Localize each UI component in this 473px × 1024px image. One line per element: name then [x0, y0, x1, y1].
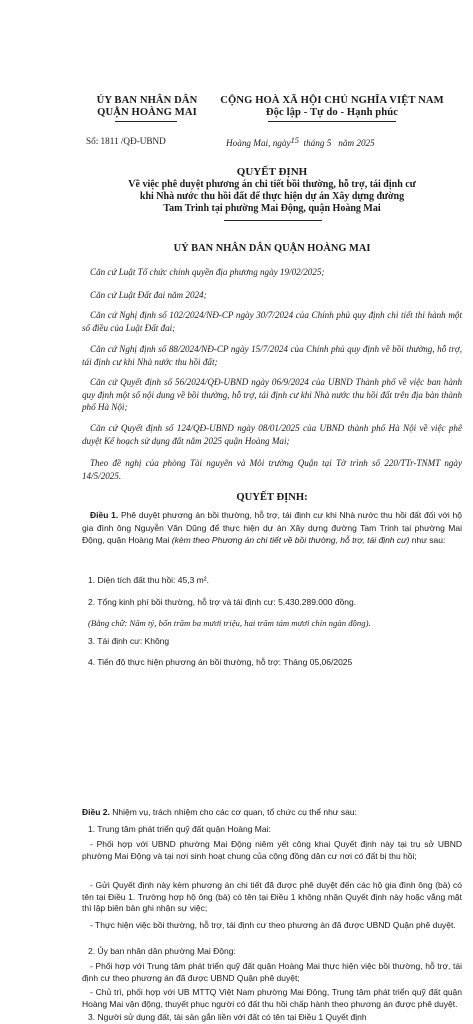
basis-6: Căn cứ Quyết định số 124/QĐ-UBND ngày 08/01/2025 của UBND thành phố Hà Nội về việc phê duyệt Kế hoạch sử dụng đất năm 2025 quận Hoàng Mai; — [82, 423, 462, 446]
article-2-p2a: - Phối hợp với Trung tâm phát triển quỹ đất quận Hoàng Mai thực hiện việc bồi thường, hỗ trợ, tái định cư theo phương án đã được UBND Quận phê duyệt; — [82, 961, 462, 983]
agency-name — [84, 95, 210, 119]
date-day: 15 — [290, 136, 299, 145]
agency-underline — [115, 121, 177, 122]
basis-3: Căn cứ Nghị định số 102/2024/NĐ-CP ngày 30/7/2024 của Chính phủ quy định chi tiết thi hành một số điều của Luật Đất đai; — [82, 310, 462, 333]
decision-heading: QUYẾT ĐỊNH — [236, 166, 308, 178]
subject-line-1: Về việc phê duyệt phương án chi tiết bồi thường, hỗ trợ, tái định cư — [128, 179, 416, 190]
subject-line-2: khi Nhà nước thu hồi đất để thực hiện dự án Xây dựng đường — [139, 191, 405, 202]
republic-header — [200, 95, 464, 119]
basis-2: Căn cứ Luật Đất đai năm 2024; — [90, 290, 207, 300]
article-2-intro: Nhiệm vụ, trách nhiệm cho các cơ quan, tổ chức cụ thể như sau: — [109, 807, 357, 817]
subject-line-3: Tam Trinh tại phường Mai Động, quận Hoàng Mai — [163, 203, 381, 214]
article-1-text: Phê duyệt phương án bồi thường, hỗ trợ, tái định cư khi Nhà nước thu hồi đất đối với hộ gia đình ông Nguyễn Văn Dũng để thực hiện dự án Xây dựng đường Tam Trinh tại phường Mai Động, quận Hoàng Mai — [82, 510, 463, 546]
article-2-label: Điều 2. — [82, 807, 110, 817]
article-1-item-2: 2. Tổng kinh phí bồi thường, hỗ trợ và tái định cư: 5.430.289.000 đồng. — [88, 597, 357, 607]
article-2-p2b: - Chủ trì, phối hợp với UB MTTQ Việt Nam phường Mai Động, Trung tâm phát triển quỹ đất quận Hoàng Mai vận động, thuyết phục người có đất thu hồi chấp hành theo phương án được phê duyệt. — [82, 987, 462, 1009]
article-2-p1b: - Gửi Quyết định này kèm phương án chi tiết đã được phê duyệt đến các hộ gia đình ông (bà) có tên tại Điều 1. Trường hợp hộ ông (bà) có tên tại Điều 1 không nhận Quyết định này hoặc vắng mặt thì lập biên bản ghi nhận sự việc; — [82, 880, 462, 914]
subject-underline — [224, 220, 322, 221]
article-1-item-1: 1. Diện tích đất thu hồi: 45,3 m². — [88, 575, 209, 585]
basis-1: Căn cứ Luật Tổ chức chính quyền địa phương ngày 19/02/2025; — [90, 267, 325, 277]
republic-name: CỘNG HOÀ XÃ HỘI CHỦ NGHĨA VIỆT NAM — [220, 95, 444, 106]
document-date — [226, 136, 466, 148]
decides-heading: QUYẾT ĐỊNH: — [236, 492, 308, 503]
article-2 — [82, 806, 462, 819]
date-month: tháng 5 — [303, 138, 332, 148]
authority-name: UỶ BAN NHÂN DÂN QUẬN HOÀNG MAI — [173, 243, 371, 254]
agency-line-1: ỦY BAN NHÂN DÂN — [96, 95, 198, 106]
motto: Độc lập - Tự do - Hạnh phúc — [265, 107, 399, 118]
article-2-p3: 3. Người sử dụng đất, tài sản gắn liền với đất có tên tại Điều 1 Quyết định — [88, 1012, 367, 1022]
basis-4: Căn cứ Nghị định số 88/2024/NĐ-CP ngày 15/7/2024 của Chính phủ quy định về bồi thường, hỗ trợ, tái định cư khi Nhà nước thu hồi đất; — [82, 344, 462, 367]
article-1-tail: như sau: — [409, 535, 446, 546]
article-1-italic: (kèm theo Phương án chi tiết về bồi thường, hỗ trợ, tái định cư) — [171, 535, 410, 546]
basis-5: Căn cứ Quyết định số 56/2024/QĐ-UBND ngày 06/9/2024 của UBND Thành phố về việc ban hành quy định một số nội dung về bồi thường, hỗ trợ, tái định cư khi Nhà nước thu hồi đất trên địa bàn thành phố Hà Nội; — [82, 377, 462, 413]
article-1 — [82, 509, 462, 547]
date-prefix: Hoàng Mai, ngày — [226, 138, 291, 148]
article-1-item-4: 4. Tiến độ thực hiện phương án bồi thường, hỗ trợ: Tháng 05,06/2025 — [88, 657, 353, 667]
article-2-p1a: - Phối hợp với UBND phường Mai Động niêm yết công khai Quyết định này tại trụ sở UBND phường Mai Động và tại nơi sinh hoạt chung của cộng đồng dân cư nơi có đất bị thu hồi; — [82, 839, 462, 861]
motto-underline — [268, 121, 396, 122]
article-2-p1c: - Thực hiện việc bồi thường, hỗ trợ, tái định cư theo phương án đã được UBND Quận phê duyệt. — [90, 920, 456, 930]
article-1-item-2-words: (Bằng chữ: Năm tỷ, bốn trăm ba mươi triệu, hai trăm tám mươi chín ngàn đồng). — [88, 618, 371, 628]
decision-subject — [82, 179, 462, 215]
article-2-p1: 1. Trung tâm phát triển quỹ đất quận Hoàng Mai: — [88, 824, 271, 834]
article-2-p2: 2. Ủy ban nhân dân phường Mai Động: — [88, 946, 236, 956]
article-1-label: Điều 1. — [90, 510, 119, 520]
agency-line-2: QUẬN HOÀNG MAI — [97, 107, 197, 118]
basis-7: Theo đề nghị của phòng Tài nguyên và Môi trường Quận tại Tờ trình số 220/TTr-TNMT ngày 14/5/2025. — [82, 458, 462, 481]
document-number: Số: 1811 /QĐ-UBND — [86, 136, 166, 146]
article-1-item-3: 3. Tái định cư: Không — [88, 636, 170, 646]
date-year: năm 2025 — [338, 138, 375, 148]
